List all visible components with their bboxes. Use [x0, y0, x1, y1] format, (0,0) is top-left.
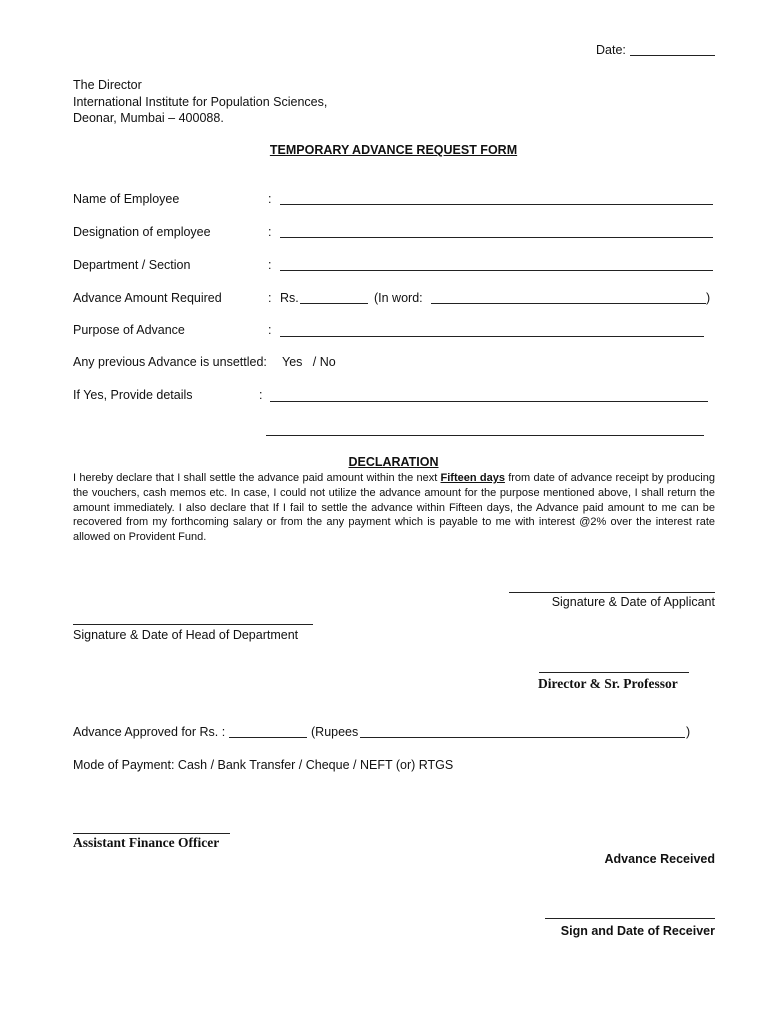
department-label: Department / Section [73, 258, 191, 272]
applicant-signature-line[interactable] [509, 592, 715, 593]
colon: : [259, 388, 263, 402]
rupees-field[interactable] [360, 737, 685, 738]
name-label: Name of Employee [73, 192, 180, 206]
name-field[interactable] [280, 204, 713, 205]
addressee-line: Deonar, Mumbai – 400088. [73, 111, 224, 125]
director-label: Director & Sr. Professor [538, 676, 678, 691]
colon: : [268, 291, 272, 305]
details-label: If Yes, Provide details [73, 388, 193, 402]
declaration-text [73, 471, 715, 545]
date-label: Date: [596, 43, 626, 57]
details-field-2[interactable] [266, 435, 704, 436]
mode-of-payment: Mode of Payment: Cash / Bank Transfer / Cheque / NEFT (or) RTGS [73, 758, 454, 772]
colon: : [268, 323, 272, 337]
colon: : [268, 225, 272, 239]
addressee-line: The Director [73, 78, 142, 92]
rupees-close: ) [686, 725, 691, 739]
approved-label: Advance Approved for Rs. : [73, 725, 226, 739]
hod-signature-label: Signature & Date of Head of Department [73, 628, 299, 642]
receiver-signature-line[interactable] [545, 918, 715, 919]
in-word-close: ) [706, 291, 711, 305]
in-word-label: (In word: [374, 291, 423, 305]
colon: : [268, 192, 272, 206]
colon: : [268, 258, 272, 272]
form-title: TEMPORARY ADVANCE REQUEST FORM [269, 143, 518, 157]
amount-in-words-field[interactable] [431, 303, 706, 304]
advance-received-label: Advance Received [604, 852, 715, 866]
declaration-emphasis: Fifteen days [440, 472, 505, 484]
rupees-label: (Rupees [311, 725, 359, 739]
hod-signature-line[interactable] [73, 624, 313, 625]
amount-label: Advance Amount Required [73, 291, 222, 305]
applicant-signature-label: Signature & Date of Applicant [551, 595, 715, 609]
declaration-part: I hereby declare that I shall settle the advance paid amount within the next [73, 472, 441, 484]
designation-label: Designation of employee [73, 225, 211, 239]
yes-no-options[interactable]: Yes / No [282, 355, 336, 369]
addressee [73, 77, 327, 127]
declaration-part: from date of advance receipt by producing the vouchers, cash memos etc. In case, I could not utilize the advance amount for the purpose mentioned above, I shall return the amount immediately. I also declare that If I fail to settle the advance within Fifteen days, the Advance paid amount to me can be recovered from my forthcoming salary or from the any payment which is payable to me with interest @2% over the interest rate allowed on Provident Fund. [73, 472, 715, 544]
rs-prefix: Rs. [280, 291, 299, 305]
finance-signature-line[interactable] [73, 833, 230, 834]
declaration-heading: DECLARATION [348, 455, 439, 469]
department-field[interactable] [280, 270, 713, 271]
receiver-label: Sign and Date of Receiver [560, 924, 715, 938]
details-field[interactable] [270, 401, 708, 402]
finance-officer-label: Assistant Finance Officer [73, 835, 220, 850]
addressee-line: International Institute for Population Sciences, [73, 94, 328, 109]
approved-amount-field[interactable] [229, 737, 307, 738]
previous-advance-label: Any previous Advance is unsettled: [73, 355, 267, 369]
designation-field[interactable] [280, 237, 713, 238]
purpose-label: Purpose of Advance [73, 323, 185, 337]
date-field[interactable] [630, 55, 715, 56]
amount-field[interactable] [300, 303, 368, 304]
purpose-field[interactable] [280, 336, 704, 337]
director-signature-line[interactable] [539, 672, 689, 673]
